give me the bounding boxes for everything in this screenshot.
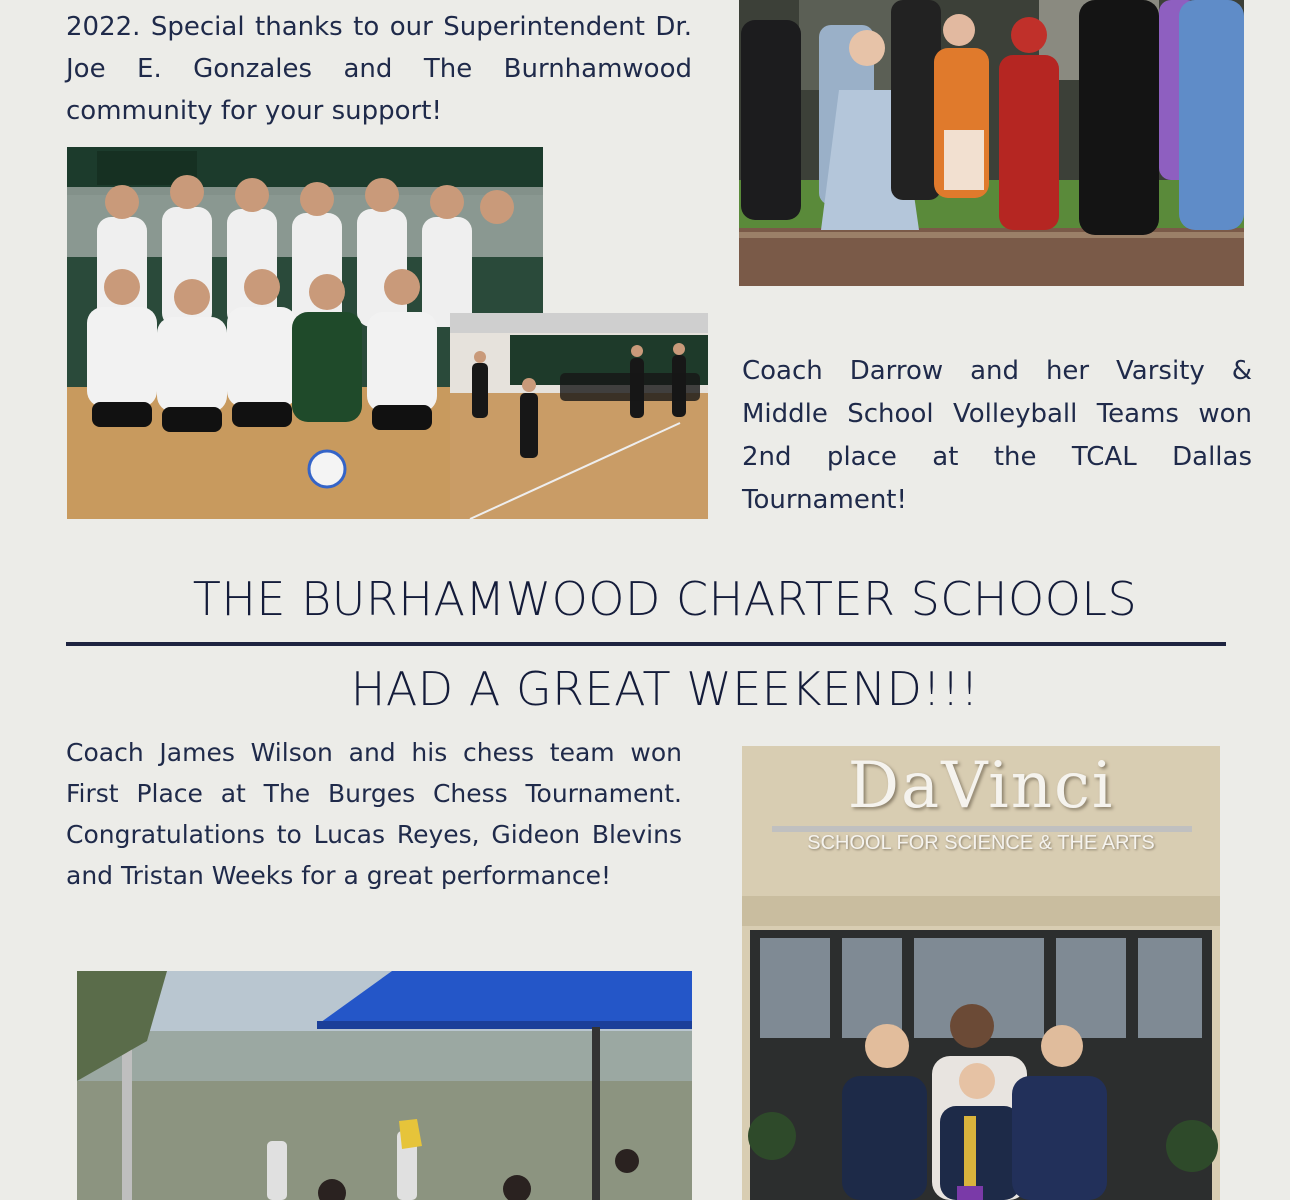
headline-line-2: HAD A GREAT WEEKEND!!!: [350, 662, 980, 716]
chess-paragraph: Coach James Wilson and his chess team won First Place at The Burges Chess Tournament. Congratulations to Lucas Reyes, Gideon Blevins and Tristan Weeks for a great performance!: [66, 738, 682, 890]
davinci-sign-name: DaVinci: [847, 749, 1115, 823]
headline-divider: [66, 642, 1226, 646]
costume-parade-photo: [739, 0, 1244, 286]
davinci-school-photo: [742, 746, 1220, 1200]
intro-paragraph: 2022. Special thanks to our Superintendent Dr. Joe E. Gonzales and The Burnhamwood community for your support!: [66, 12, 692, 126]
chess-trophy-photo: [77, 971, 692, 1200]
davinci-sign-subtitle: SCHOOL FOR SCIENCE & THE ARTS: [807, 832, 1155, 854]
volleyball-court-photo: [450, 313, 708, 519]
volleyball-caption: Coach Darrow and her Varsity & Middle School Volleyball Teams won 2nd place at the TCAL Dallas Tournament!: [742, 356, 1252, 515]
headline-line-1: THE BURHAMWOOD CHARTER SCHOOLS: [192, 572, 1138, 626]
